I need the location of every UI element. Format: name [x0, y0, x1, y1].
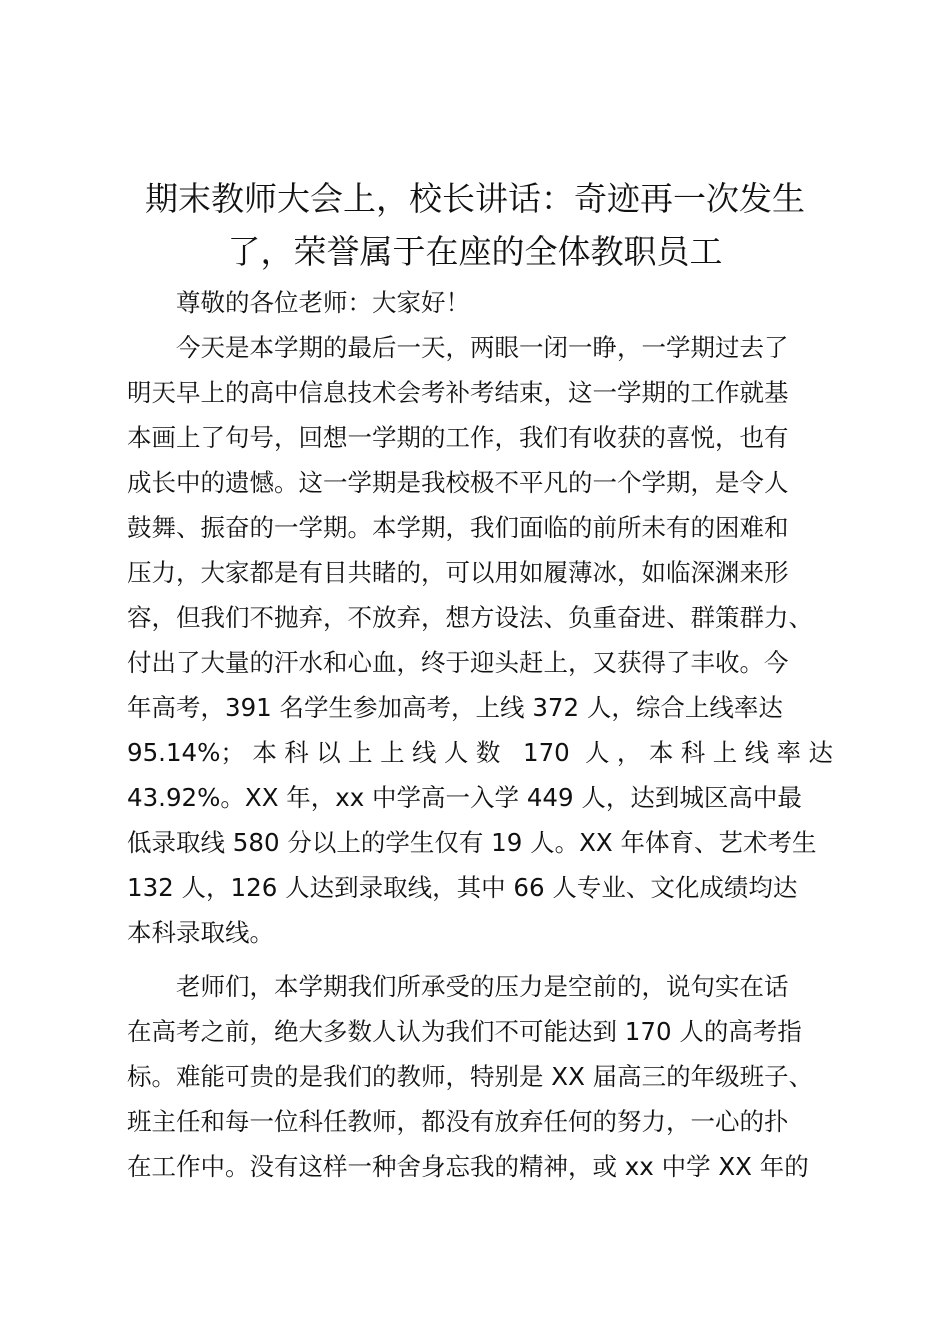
paragraph-line: 在工作中。没有这样一种舍身忘我的精神，或 xx 中学 XX 年的 — [127, 1152, 809, 1181]
title-line: 了，荣誉属于在座的全体教职员工 — [227, 232, 723, 271]
paragraph-2 — [127, 964, 833, 1189]
paragraph-spacer — [127, 955, 833, 964]
paragraph-line: 成长中的遗憾。这一学期是我校极不平凡的一个学期，是令人 — [127, 468, 789, 497]
paragraph-line: 年高考，391 名学生参加高考，上线 372 人，综合上线率达 — [127, 693, 783, 722]
paragraph-line: 132 人，126 人达到录取线，其中 66 人专业、文化成绩均达 — [127, 873, 798, 902]
document-body — [127, 280, 833, 1189]
paragraph-line: 标。难能可贵的是我们的教师，特别是 XX 届高三的年级班子、 — [127, 1062, 814, 1091]
title-line: 期末教师大会上，校长讲话：奇迹再一次发生 — [145, 179, 805, 218]
paragraph-line: 班主任和每一位科任教师，都没有放弃任何的努力，一心的扑 — [127, 1107, 789, 1136]
paragraph-line: 今天是本学期的最后一天，两眼一闭一睁，一学期过去了 — [176, 333, 789, 362]
paragraph-line: 明天早上的高中信息技术会考补考结束，这一学期的工作就基 — [127, 378, 789, 407]
paragraph-line: 43.92%。XX 年，xx 中学高一入学 449 人，达到城区高中最 — [127, 783, 802, 812]
paragraph-line: 鼓舞、振奋的一学期。本学期，我们面临的前所未有的困难和 — [127, 513, 789, 542]
paragraph-line: 95.14%；本科以上上线人数 170 人，本科上线率达 — [127, 738, 833, 767]
paragraph-line: 本科录取线。 — [127, 918, 274, 947]
paragraph-line: 容，但我们不抛弃，不放弃，想方设法、负重奋进、群策群力、 — [127, 603, 813, 632]
paragraph-line: 压力，大家都是有目共睹的，可以用如履薄冰，如临深渊来形 — [127, 558, 789, 587]
paragraph-line: 低录取线 580 分以上的学生仅有 19 人。XX 年体育、艺术考生 — [127, 828, 817, 857]
document-title — [110, 172, 840, 278]
paragraph-line: 在高考之前，绝大多数人认为我们不可能达到 170 人的高考指 — [127, 1017, 802, 1046]
greeting: 尊敬的各位老师：大家好！ — [176, 288, 470, 317]
paragraph-1 — [127, 325, 833, 955]
paragraph-line: 付出了大量的汗水和心血，终于迎头赶上，又获得了丰收。今 — [127, 648, 789, 677]
paragraph-line: 本画上了句号，回想一学期的工作，我们有收获的喜悦，也有 — [127, 423, 789, 452]
paragraph-line: 老师们，本学期我们所承受的压力是空前的，说句实在话 — [176, 972, 789, 1001]
